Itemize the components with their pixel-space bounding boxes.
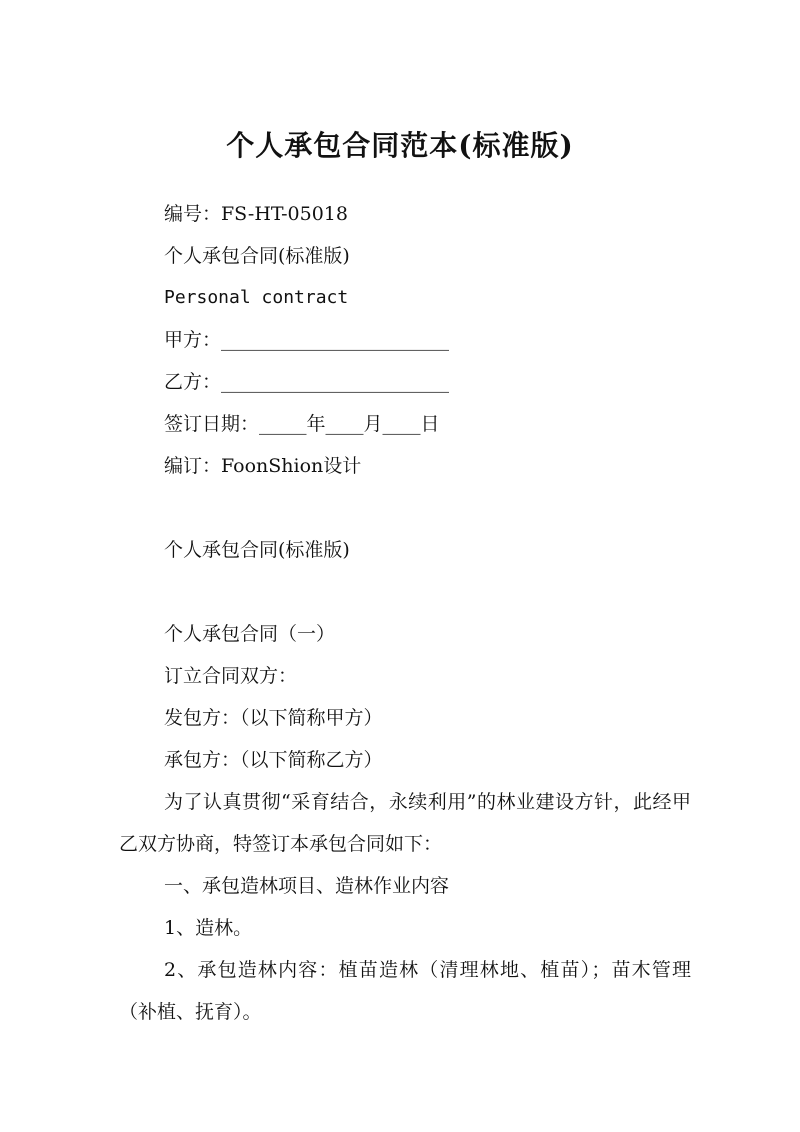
- issuer-line: 发包方：（以下简称甲方）: [164, 707, 383, 729]
- parties-intro: 订立合同双方：: [164, 665, 298, 687]
- section-heading: 个人承包合同(标准版): [164, 539, 350, 561]
- item-1: 1、造林。: [164, 917, 253, 939]
- contract-title: 个人承包合同（一）: [164, 623, 336, 645]
- document-code: 编号：FS-HT-05018: [164, 203, 348, 225]
- document-title: 个人承包合同范本(标准版): [226, 129, 574, 162]
- contractor-line: 承包方：（以下简称乙方）: [164, 749, 383, 771]
- document-subtitle: 个人承包合同(标准版): [164, 245, 350, 267]
- party-a-line: 甲方：________________________: [164, 329, 450, 351]
- party-b-line: 乙方：________________________: [164, 371, 450, 393]
- article-1-heading: 一、承包造林项目、造林作业内容: [164, 875, 450, 897]
- english-title: Personal contract: [164, 287, 349, 308]
- purpose-paragraph: 为了认真贯彻“采育结合，永续利用”的林业建设方针，此经甲乙双方协商，特签订本承包合同如下：: [119, 791, 691, 855]
- item-2-paragraph: 2、承包造林内容：植苗造林（清理林地、植苗）；苗木管理（补植、抚育）。: [119, 959, 691, 1023]
- sign-date-line: 签订日期：_____年____月____日: [164, 413, 440, 435]
- editor-line: 编订：FoonShion设计: [164, 455, 362, 477]
